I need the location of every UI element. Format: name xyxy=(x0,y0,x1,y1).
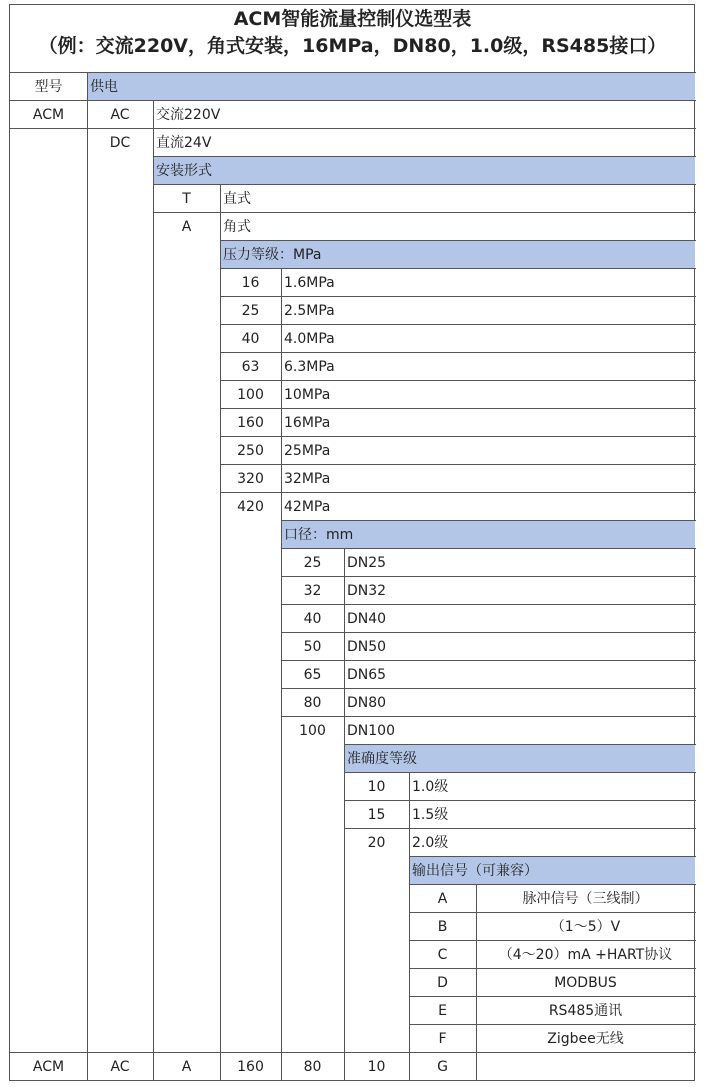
grid-line xyxy=(281,520,282,1053)
diameter-option-code: 50 xyxy=(303,639,322,655)
grid-line xyxy=(281,520,696,521)
output-option-code: D xyxy=(437,975,448,991)
accuracy-option-desc: 1.0级 xyxy=(412,779,449,795)
grid-line xyxy=(409,856,696,857)
output-option-code: A xyxy=(437,891,448,907)
grid-line xyxy=(344,744,345,1053)
pressure-option-code: 320 xyxy=(237,471,264,487)
grid-line xyxy=(87,72,88,1053)
output-option-code: B xyxy=(437,919,448,935)
pressure-option-code: 160 xyxy=(237,415,264,431)
pressure-option-code: 25 xyxy=(241,303,260,319)
grid-line xyxy=(344,576,345,605)
pressure-option-code: 100 xyxy=(237,387,264,403)
title-line-2: （例：交流220V，角式安装，16MPa，DN80，1.0级，RS485接口） xyxy=(38,35,667,57)
grid-line xyxy=(344,688,345,717)
grid-line xyxy=(220,324,696,325)
power-option-desc: 交流220V xyxy=(156,107,221,123)
output-option-code: E xyxy=(438,1003,447,1019)
table-title xyxy=(10,6,695,60)
grid-line xyxy=(220,296,696,297)
diameter-option-code: 40 xyxy=(303,611,322,627)
example-cell: AC xyxy=(110,1059,130,1075)
title-line-1: ACM智能流量控制仪选型表 xyxy=(233,8,472,30)
grid-line xyxy=(409,884,696,885)
diameter-option-desc: DN100 xyxy=(347,723,395,739)
grid-line xyxy=(281,464,282,493)
grid-line xyxy=(409,1052,410,1081)
grid-line xyxy=(220,464,696,465)
grid-line xyxy=(153,156,696,157)
example-cell: 10 xyxy=(367,1059,386,1075)
grid-line xyxy=(220,436,696,437)
grid-line xyxy=(220,240,696,241)
accuracy-option-code: 20 xyxy=(367,835,386,851)
grid-line xyxy=(153,1052,154,1081)
grid-line xyxy=(10,1052,696,1053)
output-option-code: F xyxy=(438,1031,447,1047)
grid-line xyxy=(220,268,696,269)
diameter-option-desc: DN25 xyxy=(347,555,387,571)
pressure-option-desc: 2.5MPa xyxy=(284,303,335,319)
grid-line xyxy=(344,548,345,577)
grid-line xyxy=(409,940,696,941)
grid-line xyxy=(344,1052,345,1081)
power-option-code: AC xyxy=(110,107,130,123)
grid-line xyxy=(281,408,282,437)
grid-line xyxy=(344,660,345,689)
grid-line xyxy=(220,240,221,1053)
grid-line xyxy=(87,1052,88,1081)
grid-line xyxy=(409,772,410,801)
pressure-option-desc: 4.0MPa xyxy=(284,331,335,347)
example-cell: 80 xyxy=(303,1059,322,1075)
model-code: ACM xyxy=(32,107,65,123)
accuracy-option-desc: 1.5级 xyxy=(412,807,449,823)
grid-line xyxy=(220,212,221,241)
grid-line xyxy=(220,1052,221,1081)
grid-line xyxy=(476,1024,477,1053)
grid-line xyxy=(220,352,696,353)
grid-line xyxy=(153,212,696,213)
grid-line xyxy=(344,716,345,745)
pressure-option-desc: 32MPa xyxy=(284,471,331,487)
grid-line xyxy=(281,380,282,409)
diameter-header: 口径：mm xyxy=(284,527,354,543)
grid-line xyxy=(10,100,88,101)
grid-line xyxy=(281,436,282,465)
pressure-option-desc: 25MPa xyxy=(284,443,331,459)
output-option-code: C xyxy=(437,947,448,963)
grid-line xyxy=(220,408,696,409)
output-option-desc: （4～20）mA +HART协议 xyxy=(498,947,673,963)
mounting-option-desc: 角式 xyxy=(223,219,251,235)
output-option-desc: Zigbee无线 xyxy=(547,1031,624,1047)
model-label: 型号 xyxy=(34,79,63,95)
grid-line xyxy=(281,296,282,325)
grid-line xyxy=(476,912,477,941)
grid-line xyxy=(220,380,696,381)
pressure-option-code: 40 xyxy=(241,331,260,347)
pressure-header: 压力等级：MPa xyxy=(223,247,322,263)
grid-line xyxy=(344,828,696,829)
output-header: 输出信号（可兼容） xyxy=(412,863,538,879)
grid-line xyxy=(281,352,282,381)
accuracy-option-desc: 2.0级 xyxy=(412,835,449,851)
pressure-option-desc: 10MPa xyxy=(284,387,331,403)
mounting-header: 安装形式 xyxy=(156,163,212,179)
diameter-option-desc: DN65 xyxy=(347,667,387,683)
grid-line xyxy=(409,800,410,829)
diameter-option-desc: DN32 xyxy=(347,583,387,599)
grid-line xyxy=(344,632,345,661)
power-option-desc: 直流24V xyxy=(156,135,212,151)
diameter-option-code: 25 xyxy=(303,555,322,571)
pressure-option-desc: 1.6MPa xyxy=(284,275,335,291)
pressure-option-desc: 42MPa xyxy=(284,499,331,515)
accuracy-header: 准确度等级 xyxy=(347,751,417,767)
grid-line xyxy=(344,604,345,633)
grid-line xyxy=(87,128,696,129)
pressure-option-desc: 16MPa xyxy=(284,415,331,431)
diameter-option-desc: DN50 xyxy=(347,639,387,655)
grid-line xyxy=(476,1052,477,1081)
grid-line xyxy=(153,184,696,185)
grid-line xyxy=(476,968,477,997)
example-cell: 160 xyxy=(237,1059,264,1075)
grid-line xyxy=(476,996,477,1025)
grid-line xyxy=(87,100,696,101)
mounting-option-desc: 直式 xyxy=(223,191,251,207)
example-cell: ACM xyxy=(32,1059,65,1075)
grid-line xyxy=(153,100,154,129)
output-option-desc: MODBUS xyxy=(554,975,617,991)
diameter-option-code: 65 xyxy=(303,667,322,683)
grid-line xyxy=(344,800,696,801)
grid-line xyxy=(409,912,696,913)
diameter-option-code: 32 xyxy=(303,583,322,599)
grid-line xyxy=(476,940,477,969)
power-option-code: DC xyxy=(109,135,131,151)
accuracy-option-code: 10 xyxy=(367,779,386,795)
mounting-option-code: T xyxy=(182,191,191,207)
grid-line xyxy=(10,128,88,129)
grid-line xyxy=(409,996,696,997)
example-cell: A xyxy=(181,1059,192,1075)
accuracy-option-code: 15 xyxy=(367,807,386,823)
grid-line xyxy=(409,828,410,857)
output-option-desc: 脉冲信号（三线制） xyxy=(522,891,649,907)
mounting-option-code: A xyxy=(181,219,192,235)
grid-line xyxy=(10,72,696,73)
example-cell: G xyxy=(437,1059,448,1075)
power-header: 供电 xyxy=(90,79,118,95)
grid-line xyxy=(344,744,696,745)
pressure-option-desc: 6.3MPa xyxy=(284,359,335,375)
grid-line xyxy=(409,856,410,1053)
grid-line xyxy=(220,492,696,493)
grid-line xyxy=(281,492,282,521)
grid-line xyxy=(281,1052,282,1081)
output-option-desc: RS485通讯 xyxy=(548,1003,623,1019)
grid-line xyxy=(409,968,696,969)
pressure-option-code: 63 xyxy=(241,359,260,375)
pressure-option-code: 420 xyxy=(237,499,264,515)
grid-line xyxy=(281,268,282,297)
pressure-option-code: 250 xyxy=(237,443,264,459)
grid-line xyxy=(476,884,477,913)
grid-line xyxy=(153,156,154,1053)
grid-line xyxy=(344,772,696,773)
grid-line xyxy=(409,1024,696,1025)
diameter-option-code: 80 xyxy=(303,695,322,711)
grid-line xyxy=(153,128,154,157)
diameter-option-code: 100 xyxy=(299,723,326,739)
example-cell xyxy=(476,1053,695,1080)
grid-line xyxy=(220,184,221,213)
grid-line xyxy=(281,324,282,353)
diameter-option-desc: DN80 xyxy=(347,695,387,711)
diameter-option-desc: DN40 xyxy=(347,611,387,627)
pressure-option-code: 16 xyxy=(241,275,260,291)
output-option-desc: （1～5）V xyxy=(550,919,621,935)
